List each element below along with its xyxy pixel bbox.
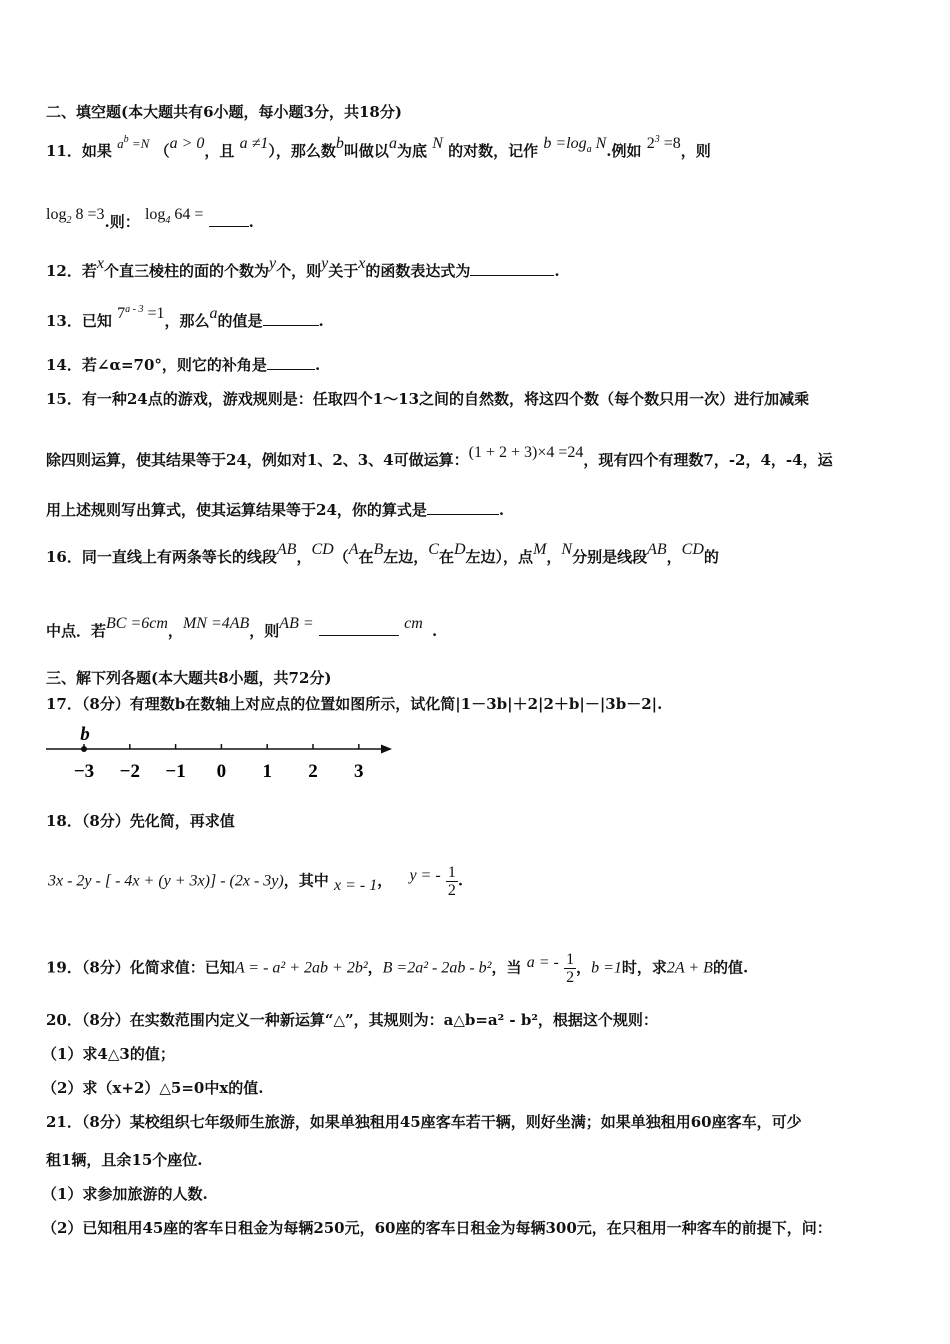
q19-math-a: a = - bbox=[526, 953, 559, 971]
question-21-line-1: 21．（8分）某校组织七年级师生旅游，如果单独租用45座客车若干辆，则好坐满；如果单独租用60座客车，可少 bbox=[46, 1113, 802, 1131]
question-18-title: 18．（8分）先化简，再求值 bbox=[46, 812, 235, 830]
q12-text: 的函数表达式为 bbox=[365, 262, 471, 280]
q11-text: 叫做以 bbox=[343, 142, 389, 160]
q13-answer-blank bbox=[263, 311, 319, 326]
q11-number: 11． bbox=[46, 142, 82, 160]
q14-answer-blank bbox=[267, 355, 315, 370]
q16-math-AB: AB bbox=[276, 541, 297, 558]
q16-math-CD: CD bbox=[681, 541, 704, 558]
q16-math-AB: AB bbox=[647, 541, 667, 558]
q12-text: 个直三棱柱的面的个数为 bbox=[104, 262, 270, 280]
q18-math-y: y = - bbox=[409, 866, 441, 884]
q16-math-D: D bbox=[453, 541, 466, 558]
q19-fraction: $\frac{1}{2}$ bbox=[566, 951, 575, 986]
q18-fraction: $\frac{1}{2}$ bbox=[447, 864, 456, 899]
q11-math-log28: $\log_2 8 =3$ bbox=[46, 206, 105, 226]
q16-text: 左边），点 bbox=[465, 548, 534, 566]
q19-math-B: B =2a² - 2ab - b² bbox=[382, 959, 492, 977]
q12-number: 12． bbox=[46, 262, 82, 280]
q16-number: 16． bbox=[46, 548, 82, 566]
q16-text: 在 bbox=[358, 548, 374, 566]
q12-answer-blank bbox=[470, 261, 554, 276]
q18-text: ， bbox=[377, 871, 393, 890]
q11-period: . bbox=[248, 213, 254, 231]
question-21-part-1: （1）求参加旅游的人数. bbox=[42, 1185, 208, 1203]
question-13 bbox=[46, 304, 324, 332]
q11-text: 如果 bbox=[81, 142, 112, 160]
q12-text: 若 bbox=[81, 262, 97, 280]
q11-answer-blank bbox=[209, 212, 249, 227]
q13-math-a: a bbox=[209, 305, 218, 322]
q11-math-a: a bbox=[388, 135, 397, 152]
q12-math-x: x bbox=[96, 255, 104, 272]
q15-math-example: (1 + 2 + 3)×4 =24 bbox=[468, 444, 584, 461]
question-21-part-2: （2）已知租用45座的客车日租金为每辆250元，60座的客车日租金为每辆300元，在只租用一种客车的前提下，问： bbox=[42, 1219, 832, 1237]
question-20-part-1: （1）求4△3的值； bbox=[42, 1045, 175, 1063]
q12-math-x: x bbox=[358, 255, 366, 272]
q18-text: ，其中 bbox=[283, 871, 329, 890]
q19-text: ， bbox=[576, 958, 592, 977]
question-16-line-2 bbox=[46, 615, 438, 642]
q16-math-B: B bbox=[373, 541, 384, 558]
q11-math-def: $a^b =N$ bbox=[117, 134, 150, 151]
question-20-part-2: （2）求（x+2）△5=0中x的值. bbox=[42, 1079, 264, 1097]
q11-text: .例如 bbox=[606, 142, 642, 160]
question-15-line-2 bbox=[46, 444, 833, 471]
q16-text: ，则 bbox=[249, 622, 280, 640]
point-b-marker bbox=[81, 746, 87, 752]
q15-text: 除四则运算，使其结果等于24，例如对1、2、3、4可做运算： bbox=[46, 451, 469, 469]
q16-math-cm: cm bbox=[404, 615, 423, 632]
q19-text: 时，求 bbox=[621, 958, 667, 977]
q19-text: 19．（8分）化简求值：已知 bbox=[46, 958, 235, 977]
q19-text: 的值. bbox=[712, 958, 749, 977]
q15-text: 用上述规则写出算式，使其运算结果等于24，你的算式是 bbox=[46, 501, 427, 519]
q11-math-example: $2^3 =8$ bbox=[646, 134, 681, 152]
q14-period: . bbox=[314, 356, 321, 374]
q19-text: ，当 bbox=[491, 958, 522, 977]
q16-answer-blank bbox=[319, 621, 399, 636]
number-line-tick-label: 3 bbox=[354, 761, 364, 782]
q16-text: 中点．若 bbox=[46, 622, 107, 640]
q11-math-N: N bbox=[432, 135, 443, 152]
q14-text: 14．若∠α=70°，则它的补角是 bbox=[46, 356, 267, 374]
number-line-figure bbox=[40, 720, 400, 782]
question-20-line-1: 20．（8分）在实数范围内定义一种新运算“△”，其规则为：a△b=a² - b²，根据这个规则： bbox=[46, 1011, 658, 1029]
section-2-header: 二、填空题(本大题共有6小题，每小题3分，共18分) bbox=[46, 103, 402, 121]
question-16 bbox=[46, 541, 719, 568]
q11-text: 为底 bbox=[396, 142, 427, 160]
q11-text: ，则 bbox=[680, 142, 711, 160]
q16-text: ， bbox=[296, 548, 312, 566]
q11-text: .则： bbox=[104, 213, 140, 231]
question-11 bbox=[46, 134, 711, 168]
section-3-header: 三、解下列各题(本大题共8小题，共72分) bbox=[46, 669, 332, 687]
q12-period: . bbox=[554, 262, 560, 280]
question-15-line-1: 15．有一种24点的游戏，游戏规则是：任取四个1～13之间的自然数，将这四个数（每个数只用一次）进行加减乘 bbox=[46, 390, 810, 408]
question-18-expression bbox=[48, 864, 463, 899]
number-line-tick-label: 0 bbox=[216, 761, 227, 782]
q11-text: （ bbox=[154, 142, 170, 160]
q11-math-b: b bbox=[335, 135, 344, 152]
q16-math-M: M bbox=[533, 541, 547, 558]
q16-math-BC: BC =6cm bbox=[106, 615, 168, 632]
q18-math-expr: 3x - 2y - [ - 4x + (y + 3x)] - (2x - 3y) bbox=[48, 872, 284, 890]
q16-text: （ bbox=[333, 548, 349, 566]
q11-text: 的对数，记作 bbox=[448, 142, 539, 160]
q18-period: . bbox=[457, 871, 464, 890]
number-line-tick-label: −3 bbox=[73, 761, 95, 782]
q16-math-CD: CD bbox=[311, 541, 334, 558]
q11-math-apos: a > 0 bbox=[169, 135, 205, 152]
question-14 bbox=[46, 355, 320, 375]
question-15-line-3 bbox=[46, 500, 504, 520]
q12-math-y: y bbox=[321, 255, 329, 272]
question-12 bbox=[46, 255, 560, 282]
q16-math-C: C bbox=[428, 541, 439, 558]
q18-math-x: x = - 1 bbox=[333, 876, 378, 894]
q11-text: ），那么数 bbox=[268, 142, 336, 160]
q12-text: 关于 bbox=[328, 262, 359, 280]
q16-text: ， bbox=[546, 548, 562, 566]
q13-text: 的值是 bbox=[217, 312, 263, 330]
q19-math-b: b =1 bbox=[591, 959, 622, 977]
q19-text: ， bbox=[367, 958, 383, 977]
q13-text: 已知 bbox=[81, 312, 112, 330]
number-line-arrow bbox=[381, 745, 392, 754]
q16-text: 在 bbox=[438, 548, 454, 566]
q13-text: ，那么 bbox=[164, 312, 210, 330]
question-17: 17．（8分）有理数b在数轴上对应点的位置如图所示，试化简|1－3b|＋2|2＋b|－|3b－2|. bbox=[46, 695, 663, 713]
q16-period: . bbox=[432, 622, 438, 640]
q13-period: . bbox=[318, 312, 324, 330]
question-19 bbox=[46, 951, 748, 986]
q11-math-log: $b =\log_a$ N bbox=[543, 135, 607, 155]
q16-text: 分别是线段 bbox=[572, 548, 648, 566]
question-21-line-2: 租1辆，且余15个座位. bbox=[46, 1151, 203, 1169]
q16-text: ， bbox=[666, 548, 682, 566]
q16-math-N: N bbox=[561, 541, 573, 558]
q16-text: 左边， bbox=[383, 548, 429, 566]
q13-math-expr: $7^{a - 3} =1$ bbox=[117, 304, 165, 322]
number-line-tick-label: 1 bbox=[262, 761, 272, 782]
q11-math-log464: $\log_4 64$ = bbox=[144, 206, 204, 226]
number-line-tick-label: −2 bbox=[119, 761, 140, 782]
q19-math-A: A = - a² + 2ab + 2b² bbox=[234, 959, 368, 977]
q11-math-ane1: a ≠1 bbox=[239, 135, 269, 152]
q16-text: 的 bbox=[703, 548, 719, 566]
q16-math-AB-eq: AB = bbox=[279, 615, 314, 632]
q12-text: 个，则 bbox=[276, 262, 322, 280]
q12-math-y: y bbox=[269, 255, 277, 272]
q16-text: ， bbox=[167, 622, 183, 640]
q16-math-A: A bbox=[348, 541, 359, 558]
q16-math-MN: MN =4AB bbox=[182, 615, 250, 632]
q15-answer-blank bbox=[427, 500, 499, 515]
q15-period: . bbox=[498, 501, 505, 519]
number-line-tick-label: 2 bbox=[308, 761, 318, 782]
q11-text: ，且 bbox=[204, 142, 235, 160]
point-b-label: b bbox=[80, 724, 90, 745]
q19-math-2AB: 2A + B bbox=[666, 959, 713, 977]
number-line-tick-label: −1 bbox=[165, 761, 186, 782]
question-11-line-2 bbox=[46, 206, 254, 239]
q15-text: ，现有四个有理数7，-2，4，-4，运 bbox=[583, 451, 833, 469]
q13-number: 13． bbox=[46, 312, 82, 330]
q16-text: 同一直线上有两条等长的线段 bbox=[81, 548, 277, 566]
